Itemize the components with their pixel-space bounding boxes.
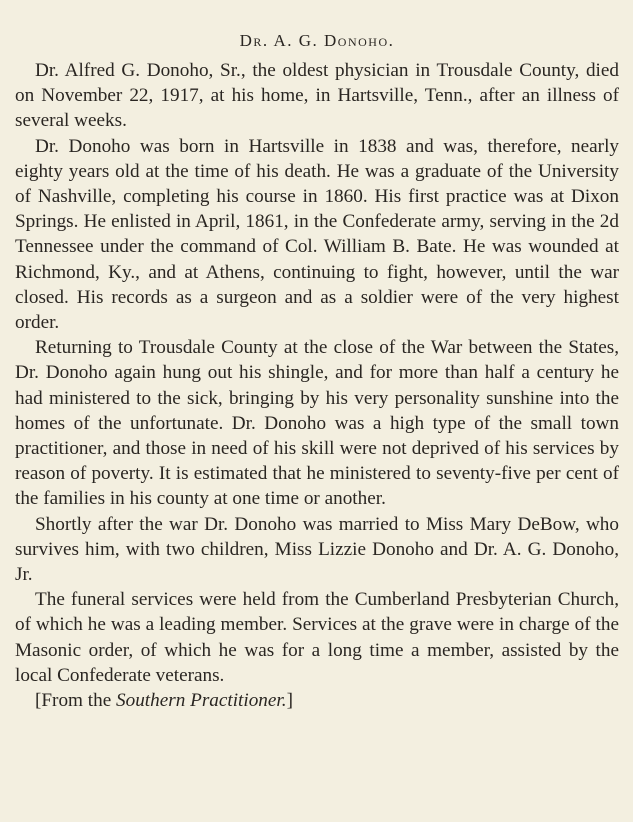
paragraph-death-notice: Dr. Alfred G. Donoho, Sr., the oldest physician in Trousdale County, died on November 22, 1917, at his home, in Hartsville, Tenn., after an illness of several weeks. bbox=[15, 60, 619, 132]
paragraph-practice: Returning to Trousdale County at the close of the War between the States, Dr. Donoho again hung out his shingle, and for more than half a century he had ministered to the sick, bringing by his very personality sunshine into the homes of the unfortunate. Dr. Donoho was a high type of the small town practitioner, and those in need of his skill were not deprived of his services by reason of poverty. It is estimated that he ministered to seventy-five per cent of the families in his county at one time or another. bbox=[15, 337, 619, 510]
source-suffix: ] bbox=[286, 690, 293, 712]
source-journal: Southern Practitioner. bbox=[116, 690, 287, 712]
source-citation bbox=[15, 688, 619, 713]
paragraph-funeral: The funeral services were held from the Cumberland Presbyterian Church, of which he was a leading member. Services at the grave were in charge of the Masonic order, of which he was for a long time a member, assisted by the local Confederate veterans. bbox=[15, 589, 619, 686]
paragraph-biography: Dr. Donoho was born in Hartsville in 1838 and was, therefore, nearly eighty years old at the time of his death. He was a graduate of the University of Nashville, completing his course in 1860. His first practice was at Dixon Springs. He enlisted in April, 1861, in the Confederate army, serving in the 2d Tennessee under the command of Col. William B. Bate. He was wounded at Richmond, Ky., and at Athens, continuing to fight, however, until the war closed. His records as a surgeon and as a soldier were of the very highest order. bbox=[15, 135, 619, 334]
article-title: Dr. A. G. Donoho. bbox=[239, 31, 395, 50]
paragraph-family: Shortly after the war Dr. Donoho was married to Miss Mary DeBow, who survives him, with two children, Miss Lizzie Donoho and Dr. A. G. Donoho, Jr. bbox=[15, 513, 619, 586]
source-prefix: [From the bbox=[35, 690, 117, 712]
